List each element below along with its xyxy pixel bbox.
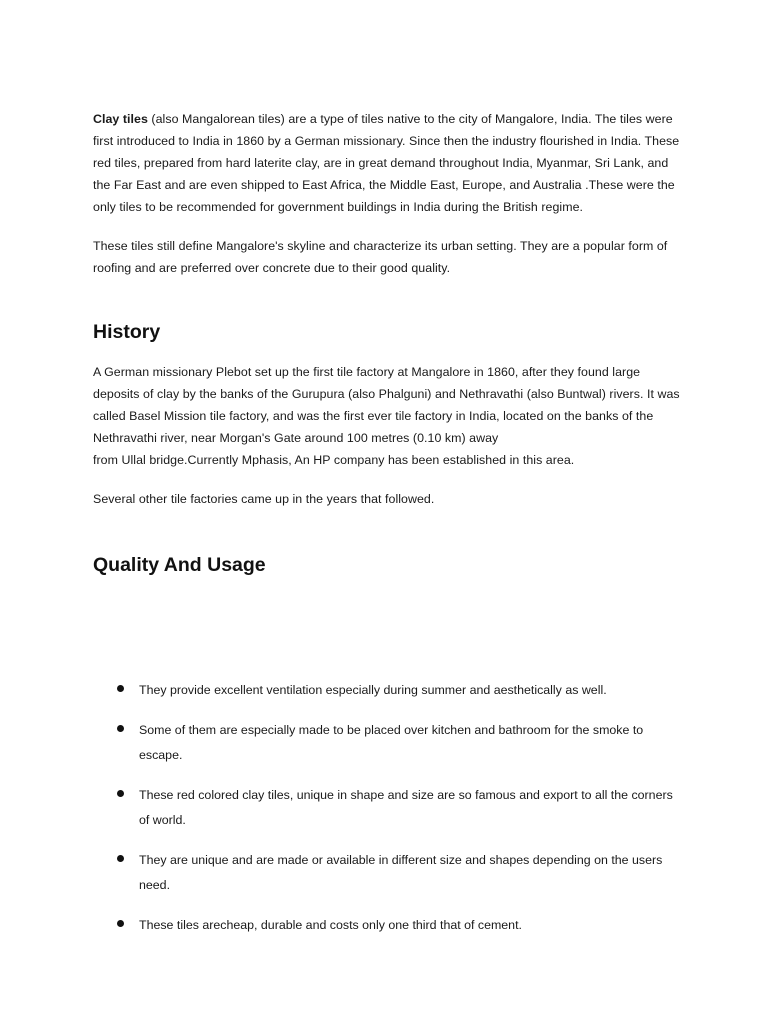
list-item xyxy=(115,848,675,898)
bullet-icon xyxy=(117,725,124,732)
list-item xyxy=(115,913,675,938)
quality-heading: Quality And Usage xyxy=(93,554,266,576)
intro-lead-text: (also Mangalorean tiles) are a type of tiles native to the city of Mangalore, India. The tiles were first introduced to India in 1860 by a German missionary. Since then the industry flourished in India. These red tiles, prepared from hard laterite clay, are in great demand throughout India, Myanmar, Sri Lank, and the Far East and are even shipped to East Africa, the Middle East, Europe, and Australia .These were the only tiles to be recommended for government buildings in India during the British regime. xyxy=(93,112,680,214)
list-item-text: Some of them are especially made to be placed over kitchen and bathroom for the smoke to escape. xyxy=(139,723,644,762)
list-item-text: They are unique and are made or available in different size and shapes depending on the users need. xyxy=(139,853,663,892)
bullet-icon xyxy=(117,855,124,862)
list-item-text: These tiles arecheap, durable and costs only one third that of cement. xyxy=(139,918,522,932)
history-paragraph-text-end: from Ullal bridge.Currently Mphasis, An HP company has been established in this area. xyxy=(93,453,575,467)
bullet-icon xyxy=(117,920,124,927)
history-heading: History xyxy=(93,321,161,343)
history-second-paragraph: Several other tile factories came up in the years that followed. xyxy=(93,492,435,506)
bullet-icon xyxy=(117,685,124,692)
intro-paragraph xyxy=(93,108,683,218)
list-item-text: These red colored clay tiles, unique in shape and size are so famous and export to all the corners of world. xyxy=(139,788,673,827)
list-item-text: They provide excellent ventilation especially during summer and aesthetically as well. xyxy=(139,683,607,697)
list-item xyxy=(115,678,675,703)
document-body xyxy=(93,108,683,578)
intro-lead-term: Clay tiles xyxy=(93,112,148,126)
list-item xyxy=(115,718,675,768)
history-paragraph xyxy=(93,361,683,471)
bullet-icon xyxy=(117,790,124,797)
history-paragraph-text: A German missionary Plebot set up the first tile factory at Mangalore in 1860, after they found large deposits of clay by the banks of the Gurupura (also Phalguni) and Nethravathi (also Buntwal) rivers. It was called Basel Mission tile factory, and was the first ever tile factory in India, located on the banks of the Nethravathi river, near Morgan's Gate around 100 metres (0.10 km) away xyxy=(93,365,680,445)
list-item xyxy=(115,783,675,833)
quality-bullet-list xyxy=(115,678,675,953)
intro-second-paragraph: These tiles still define Mangalore's skyline and characterize its urban setting. They are a popular form of roofing and are preferred over concrete due to their good quality. xyxy=(93,239,668,275)
